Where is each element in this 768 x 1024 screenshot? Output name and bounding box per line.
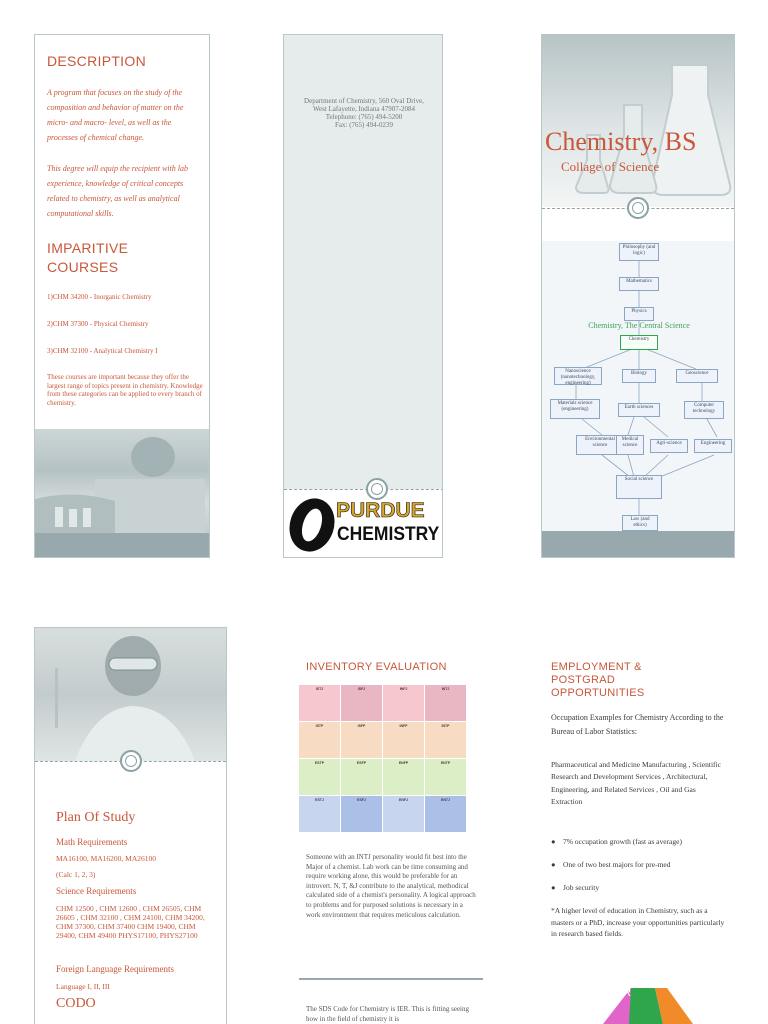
mbti-type-label: INFJ: [399, 687, 408, 691]
mbti-type-label: INTP: [441, 724, 450, 728]
mbti-type-label: INFP: [399, 724, 408, 728]
course-item: 1)CHM 34200 - Inorganic Chemistry: [47, 293, 152, 301]
courses-note: These courses are important because they offer the largest range of topics present in chemistry. Knowledge from these categories can be applied to every branch of chemistry.: [47, 373, 203, 407]
panel-footer-bar: [542, 531, 734, 558]
address-line: Department of Chemistry, 560 Oval Drive,: [304, 97, 424, 105]
riasec-letter: R: [623, 987, 631, 999]
mbti-cell-istj: [299, 685, 340, 721]
node-geoscience: Geoscience: [676, 369, 718, 383]
description-paragraph-1: A program that focuses on the study of the composition and behavior of matter on the micro- and macro- level, as well as the processes of chemical change.: [47, 88, 184, 142]
panel-inventory: [298, 627, 488, 1024]
mbti-cell-infj: [383, 685, 424, 721]
employment-intro: Occupation Examples for Chemistry According to the Bureau of Labor Statistics:: [551, 713, 724, 736]
panel-plan-of-study: [34, 627, 227, 1024]
occupation-list: Pharmaceutical and Medicine Manufacturing , Scientific Research and Development Services , Architectural, Engineering, and Related Services , Oil and Gas Extraction: [551, 760, 721, 806]
mbti-type-label: ISFP: [357, 724, 366, 728]
mbti-type-label: INTJ: [441, 687, 450, 691]
mbti-cell-entj: [425, 796, 466, 832]
employment-heading: EMPLOYMENT & POSTGRAD OPPORTUNITIES: [551, 661, 645, 699]
section-divider: [299, 978, 483, 980]
node-engineering: Engineering: [694, 439, 732, 453]
mbti-cell-estp: [299, 759, 340, 795]
bullet-item: ● One of two best majors for pre-med: [551, 860, 671, 869]
node-chemistry: Chemistry: [620, 335, 658, 350]
courses-list: [47, 293, 205, 374]
mbti-type-label: ISFJ: [357, 687, 366, 691]
logo-purdue-text: PURDUE: [336, 499, 425, 522]
node-physics: Physics: [624, 307, 654, 321]
node-philosophy: Philosophy (and logic): [619, 243, 659, 261]
bullet-list: [551, 837, 731, 906]
description-paragraph-2: This degree will equip the recipient with lab experience, knowledge of critical concepts related to chemistry, as well as analytical computational skills.: [47, 164, 188, 218]
education-note: *A higher level of education in Chemistry, such as a masters or a PhD, increase your opportunities particularly in research based fields.: [551, 906, 725, 938]
contact-address: [284, 97, 443, 129]
ring-ornament-icon: [627, 197, 649, 219]
scientist-icon: [35, 628, 227, 761]
cover-subtitle: Collage of Science: [561, 159, 660, 174]
language-text: Language I, II, III: [56, 982, 110, 991]
node-environmental: Environmental science: [576, 435, 624, 455]
mbti-cell-intj: [425, 685, 466, 721]
panel-footer-bar: [35, 533, 209, 558]
ring-ornament-icon: [120, 750, 142, 772]
bullet-item: ● Job security: [551, 883, 600, 892]
codo-heading: CODO: [56, 996, 96, 1011]
node-mathematics: Mathematics: [619, 277, 659, 291]
lab-photo: [35, 429, 210, 533]
bullet-icon: ●: [551, 860, 556, 869]
central-science-diagram: [542, 241, 735, 531]
courses-heading: IMPARITIVE COURSES: [47, 240, 129, 275]
math-courses: MA16100, MA16200, MA26100: [56, 854, 157, 863]
node-agri: Agri-science: [650, 439, 688, 453]
mbti-cell-esfj: [341, 796, 382, 832]
diagram-label: Chemistry, The Central Science: [588, 321, 690, 330]
node-nanoscience: Nanoscience (nanotechnology, engineering): [554, 367, 602, 385]
fax-text: Fax: (765) 494-0239: [335, 121, 393, 129]
riasec-hexagon-icon: [569, 986, 693, 1024]
mbti-type-label: ENTP: [440, 761, 451, 765]
mbti-type-label: ENFP: [398, 761, 409, 765]
science-courses: CHM 12500 , CHM 12600 , CHM 26505, CHM 26605 , CHM 32100 , CHM 24100, CHM 34200, CHM 37300, CHM 37400 CHM 19400, CHM 29400, CHM 49400 PHYS17100, PHYS27100: [56, 904, 205, 940]
scientist-silhouette-icon: [35, 429, 210, 533]
panel-description: [34, 34, 210, 558]
language-label: Foreign Language Requirements: [56, 964, 174, 974]
bullet-icon: ●: [551, 883, 556, 892]
mbti-type-label: ENTJ: [441, 798, 450, 802]
mbti-cell-entp: [425, 759, 466, 795]
node-computer: Computer technology: [684, 401, 724, 419]
panel-employment: [541, 627, 735, 1024]
mbti-type-label: ESTP: [314, 761, 325, 765]
sds-paragraph: The SDS Code for Chemistry is IER. This is fitting seeing how in the field of chemistry it is: [306, 1005, 470, 1023]
address-line: West Lafayette, Indiana 47907-2084: [312, 105, 416, 113]
inventory-paragraph: Someone with an INTJ personality would fit best into the Major of a chemist. Lab work can be time consuming and require working alone, this would be preferable for an introvert. N, T, &J contribute to the analytical, methodical calculated side of a chemist's personality. A logical approach to problems and for purposed solutions is necessary in a work environment that requires meticulous calculation.: [306, 853, 476, 919]
inventory-heading: INVENTORY EVALUATION: [306, 661, 447, 673]
node-biology: Biology: [622, 369, 656, 383]
bullet-icon: ●: [551, 837, 556, 846]
mbti-cell-enfj: [383, 796, 424, 832]
ring-ornament-icon: [366, 478, 388, 500]
mbti-type-label: ENFJ: [399, 798, 408, 802]
mbti-type-label: ESFP: [356, 761, 367, 765]
mbti-cell-istp: [299, 722, 340, 758]
node-materials: Materials science (engineering): [550, 399, 600, 419]
purdue-o-logo-icon: [284, 495, 344, 553]
science-label: Science Requirements: [56, 886, 137, 896]
bullet-item: ● 7% occupation growth (fast as average): [551, 837, 682, 846]
mbti-cell-intp: [425, 722, 466, 758]
cover-title: Chemistry, BS: [545, 127, 697, 156]
plan-heading: Plan Of Study: [56, 810, 136, 825]
mbti-type-label: ISTP: [315, 724, 324, 728]
description-heading: DESCRIPTION: [47, 53, 146, 69]
mbti-cell-estj: [299, 796, 340, 832]
mbti-type-table: [299, 685, 467, 833]
course-item: 2)CHM 37300 - Physical Chemistry: [47, 320, 149, 328]
flask-photo: [542, 35, 735, 207]
math-label: Math Requirements: [56, 837, 128, 847]
node-earth: Earth sciences: [618, 403, 660, 417]
mbti-cell-esfp: [341, 759, 382, 795]
logo-chemistry-text: CHEMISTRY: [337, 524, 440, 545]
math-note: (Calc 1, 2, 3): [56, 870, 96, 879]
mbti-cell-enfp: [383, 759, 424, 795]
course-item: 3)CHM 32100 - Analytical Chemistry I: [47, 347, 158, 355]
panel-contact: [283, 34, 443, 558]
mbti-type-label: ESTJ: [315, 798, 324, 802]
node-social: Social science: [616, 475, 662, 499]
node-medical: Medical science: [616, 435, 644, 455]
telephone-text: Telephone: (765) 494-5200: [325, 113, 403, 121]
mbti-cell-infp: [383, 722, 424, 758]
mbti-cell-isfp: [341, 722, 382, 758]
scientist-photo: [35, 628, 227, 761]
node-law: Law (and ethics): [622, 515, 658, 531]
mbti-type-label: ISTJ: [315, 687, 324, 691]
panel-cover: [541, 34, 735, 558]
mbti-cell-isfj: [341, 685, 382, 721]
mbti-type-label: ESFJ: [357, 798, 366, 802]
flask-icon: [542, 35, 735, 207]
